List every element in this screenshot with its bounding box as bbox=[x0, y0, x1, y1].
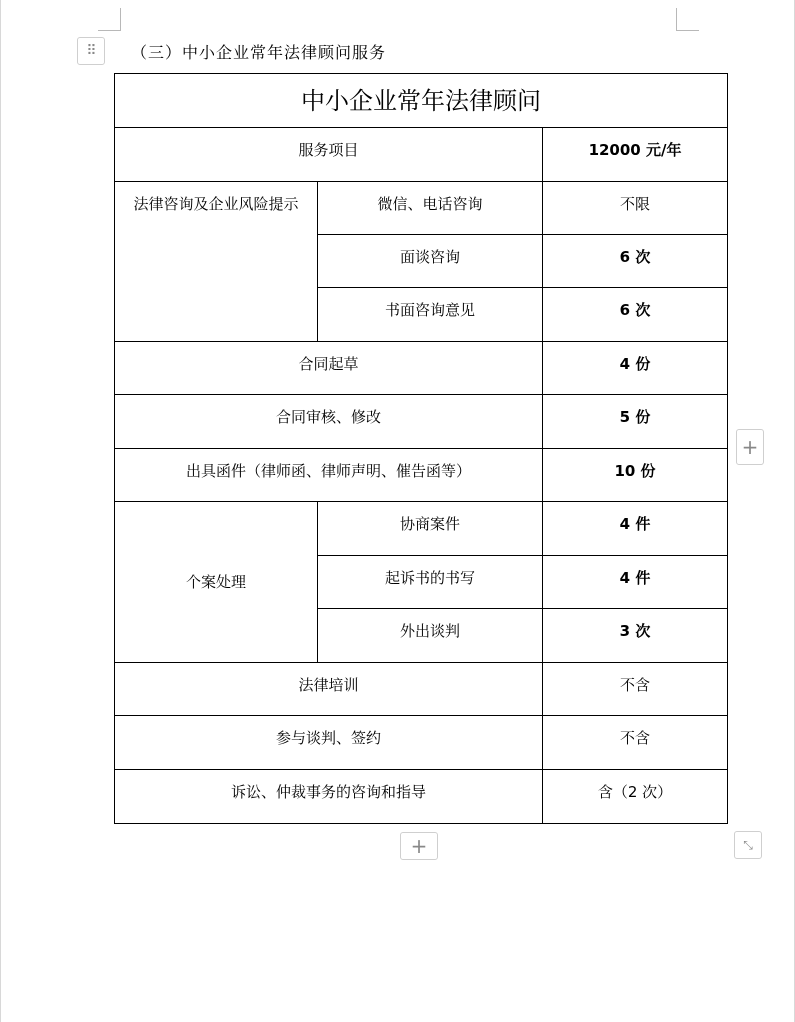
table-title: 中小企业常年法律顾问 bbox=[115, 74, 728, 128]
table-row-item: 合同审核、修改 bbox=[115, 395, 543, 449]
table-row-value: 6 次 bbox=[543, 288, 728, 342]
table-row-value: 3 次 bbox=[543, 609, 728, 663]
table-row-item: 参与谈判、签约 bbox=[115, 716, 543, 770]
table-row-value: 不含 bbox=[543, 663, 728, 716]
table-row-value: 不含 bbox=[543, 716, 728, 770]
fee-table bbox=[114, 73, 728, 824]
page-edge bbox=[0, 0, 1, 1022]
table-row-item: 起诉书的书写 bbox=[318, 556, 543, 609]
margin-corner-mark bbox=[98, 8, 121, 31]
table-resize-icon[interactable]: ⤡ bbox=[734, 831, 762, 859]
table-row-item: 协商案件 bbox=[318, 502, 543, 556]
table-row-value: 10 份 bbox=[543, 449, 728, 502]
table-row-item: 书面咨询意见 bbox=[318, 288, 543, 342]
table-row-item: 合同起草 bbox=[115, 342, 543, 395]
header-price-cell: 12000 元/年 bbox=[543, 128, 728, 182]
table-row-value: 6 次 bbox=[543, 235, 728, 288]
table-row-value: 4 件 bbox=[543, 502, 728, 556]
table-row-value: 4 件 bbox=[543, 556, 728, 609]
group-label-case-handling: 个案处理 bbox=[115, 502, 318, 663]
table-row-value: 5 份 bbox=[543, 395, 728, 449]
table-move-handle-icon[interactable]: ⠿ bbox=[77, 37, 105, 65]
section-heading: （三）中小企业常年法律顾问服务 bbox=[131, 43, 387, 62]
table-row-value: 4 份 bbox=[543, 342, 728, 395]
table-row-value: 不限 bbox=[543, 182, 728, 235]
add-column-icon[interactable]: + bbox=[736, 429, 764, 465]
table-row-item: 外出谈判 bbox=[318, 609, 543, 663]
header-item-cell: 服务项目 bbox=[115, 128, 543, 182]
table-row-value: 含（2 次） bbox=[543, 770, 728, 824]
group-label-consulting: 法律咨询及企业风险提示 bbox=[115, 182, 318, 342]
add-row-icon[interactable]: + bbox=[400, 832, 438, 860]
table-row-item: 出具函件（律师函、律师声明、催告函等） bbox=[115, 449, 543, 502]
table-row-item: 微信、电话咨询 bbox=[318, 182, 543, 235]
table-row-item: 面谈咨询 bbox=[318, 235, 543, 288]
table-row-item: 法律培训 bbox=[115, 663, 543, 716]
table-row-item: 诉讼、仲裁事务的咨询和指导 bbox=[115, 770, 543, 824]
margin-corner-mark bbox=[676, 8, 699, 31]
